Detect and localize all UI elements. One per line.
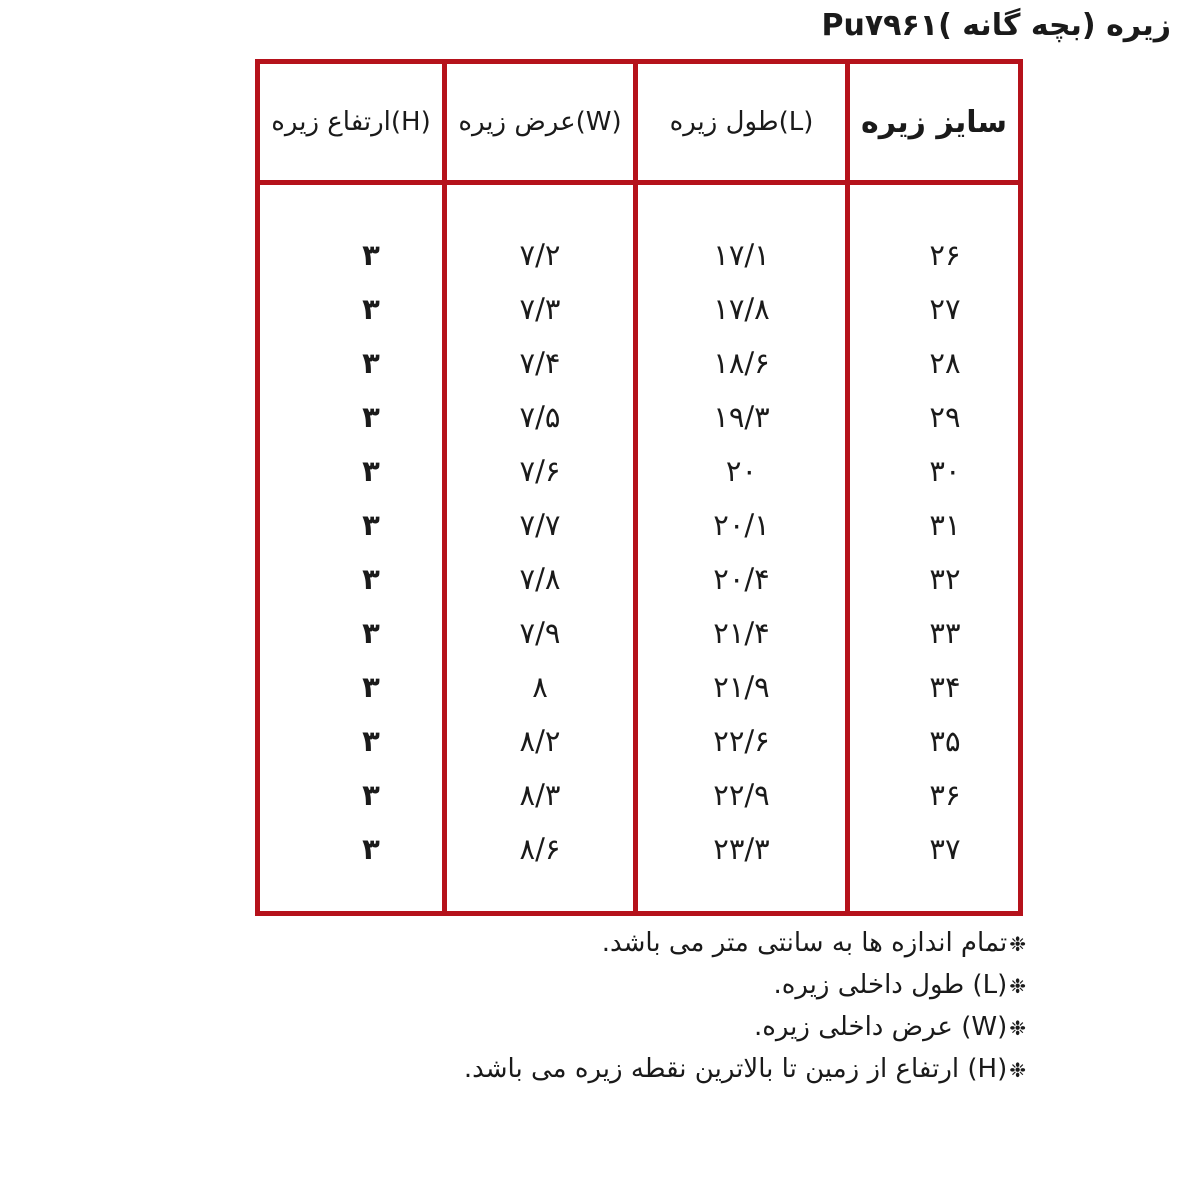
asterisk-icon: ❉ [1009, 1058, 1026, 1082]
header-length: (L)طول زیره [669, 107, 814, 137]
table-cell: ۷/۷ [519, 508, 561, 542]
asterisk-icon: ❉ [1009, 1016, 1026, 1040]
table-cell: ۳۷ [929, 832, 961, 866]
table-cell: ۱۷/۱ [713, 238, 770, 272]
table-cell: ۲۷ [929, 292, 961, 326]
table-cell: ۲۲/۶ [713, 724, 770, 758]
table-cell: ۲۲/۹ [713, 778, 770, 812]
table-cell: ۸/۲ [519, 724, 561, 758]
note-text: (H) ارتفاع از زمین تا بالاترین نقطه زیره می باشد. [463, 1054, 1008, 1084]
table-cell: ۷/۹ [519, 616, 561, 650]
table-cell: ۳۵ [929, 724, 961, 758]
table-cell: ۳ [362, 670, 380, 704]
note-text: (L) طول داخلی زیره. [773, 970, 1008, 1000]
table-cell: ۳۱ [929, 508, 961, 542]
table-cell: ۲۰/۴ [713, 562, 770, 596]
table-cell: ۲۱/۹ [713, 670, 770, 704]
table-cell: ۱۹/۳ [713, 400, 770, 434]
note-line [464, 922, 1026, 964]
asterisk-icon: ❉ [1009, 974, 1026, 998]
table-cell: ۳۳ [929, 616, 961, 650]
table-cell: ۲۰/۱ [713, 508, 770, 542]
note-line [464, 964, 1026, 1006]
table-cell: ۳ [362, 346, 380, 380]
table-cell: ۲۳/۳ [713, 832, 770, 866]
note-line [464, 1006, 1026, 1048]
header-size: سایز زیره [860, 104, 1008, 140]
table-cell: ۳۶ [929, 778, 961, 812]
table-cell: ۳ [362, 832, 380, 866]
note-text: (W) عرض داخلی زیره. [753, 1012, 1008, 1042]
table-cell: ۲۸ [929, 346, 961, 380]
table-cell: ۸/۶ [519, 832, 561, 866]
table-cell: ۸ [532, 670, 548, 704]
table-cell: ۲۰ [725, 454, 758, 488]
header-height: (H)ارتفاع زیره [271, 107, 431, 137]
table-cell: ۷/۸ [519, 562, 561, 596]
note-line [464, 1048, 1026, 1090]
table-cell: ۳ [362, 400, 380, 434]
table-cell: ۱۸/۶ [713, 346, 770, 380]
table-cell: ۲۹ [929, 400, 961, 434]
notes [464, 922, 1026, 1090]
table-cell: ۳ [362, 562, 380, 596]
header-width: (W)عرض زیره [458, 107, 622, 137]
size-table [255, 59, 1023, 916]
table-cell: ۳ [362, 454, 380, 488]
table-cell: ۳۴ [929, 670, 961, 704]
column-sizes [850, 185, 1040, 911]
table-cell: ۲۶ [929, 238, 961, 272]
table-cell: ۱۷/۸ [713, 292, 770, 326]
column-widths [447, 185, 633, 911]
table-cell: ۳ [362, 616, 380, 650]
table-cell: ۷/۶ [519, 454, 561, 488]
table-cell: ۲۱/۴ [713, 616, 770, 650]
table-cell: ۸/۳ [519, 778, 561, 812]
note-text: تمام اندازه ها به سانتی متر می باشد. [601, 928, 1008, 958]
table-cell: ۳ [362, 292, 380, 326]
table-cell: ۷/۴ [519, 346, 561, 380]
table-cell: ۳ [362, 778, 380, 812]
table-cell: ۳ [362, 238, 380, 272]
table-cell: ۷/۲ [519, 238, 561, 272]
page-title: زیره (بچه گانه )Pu۷۹۶۱ [821, 8, 1171, 43]
table-cell: ۳۲ [929, 562, 961, 596]
table-cell: ۷/۵ [519, 400, 561, 434]
table-cell: ۷/۳ [519, 292, 561, 326]
asterisk-icon: ❉ [1009, 932, 1026, 956]
table-cell: ۳ [362, 508, 380, 542]
table-cell: ۳۰ [929, 454, 961, 488]
column-lengths [638, 185, 845, 911]
table-cell: ۳ [362, 724, 380, 758]
